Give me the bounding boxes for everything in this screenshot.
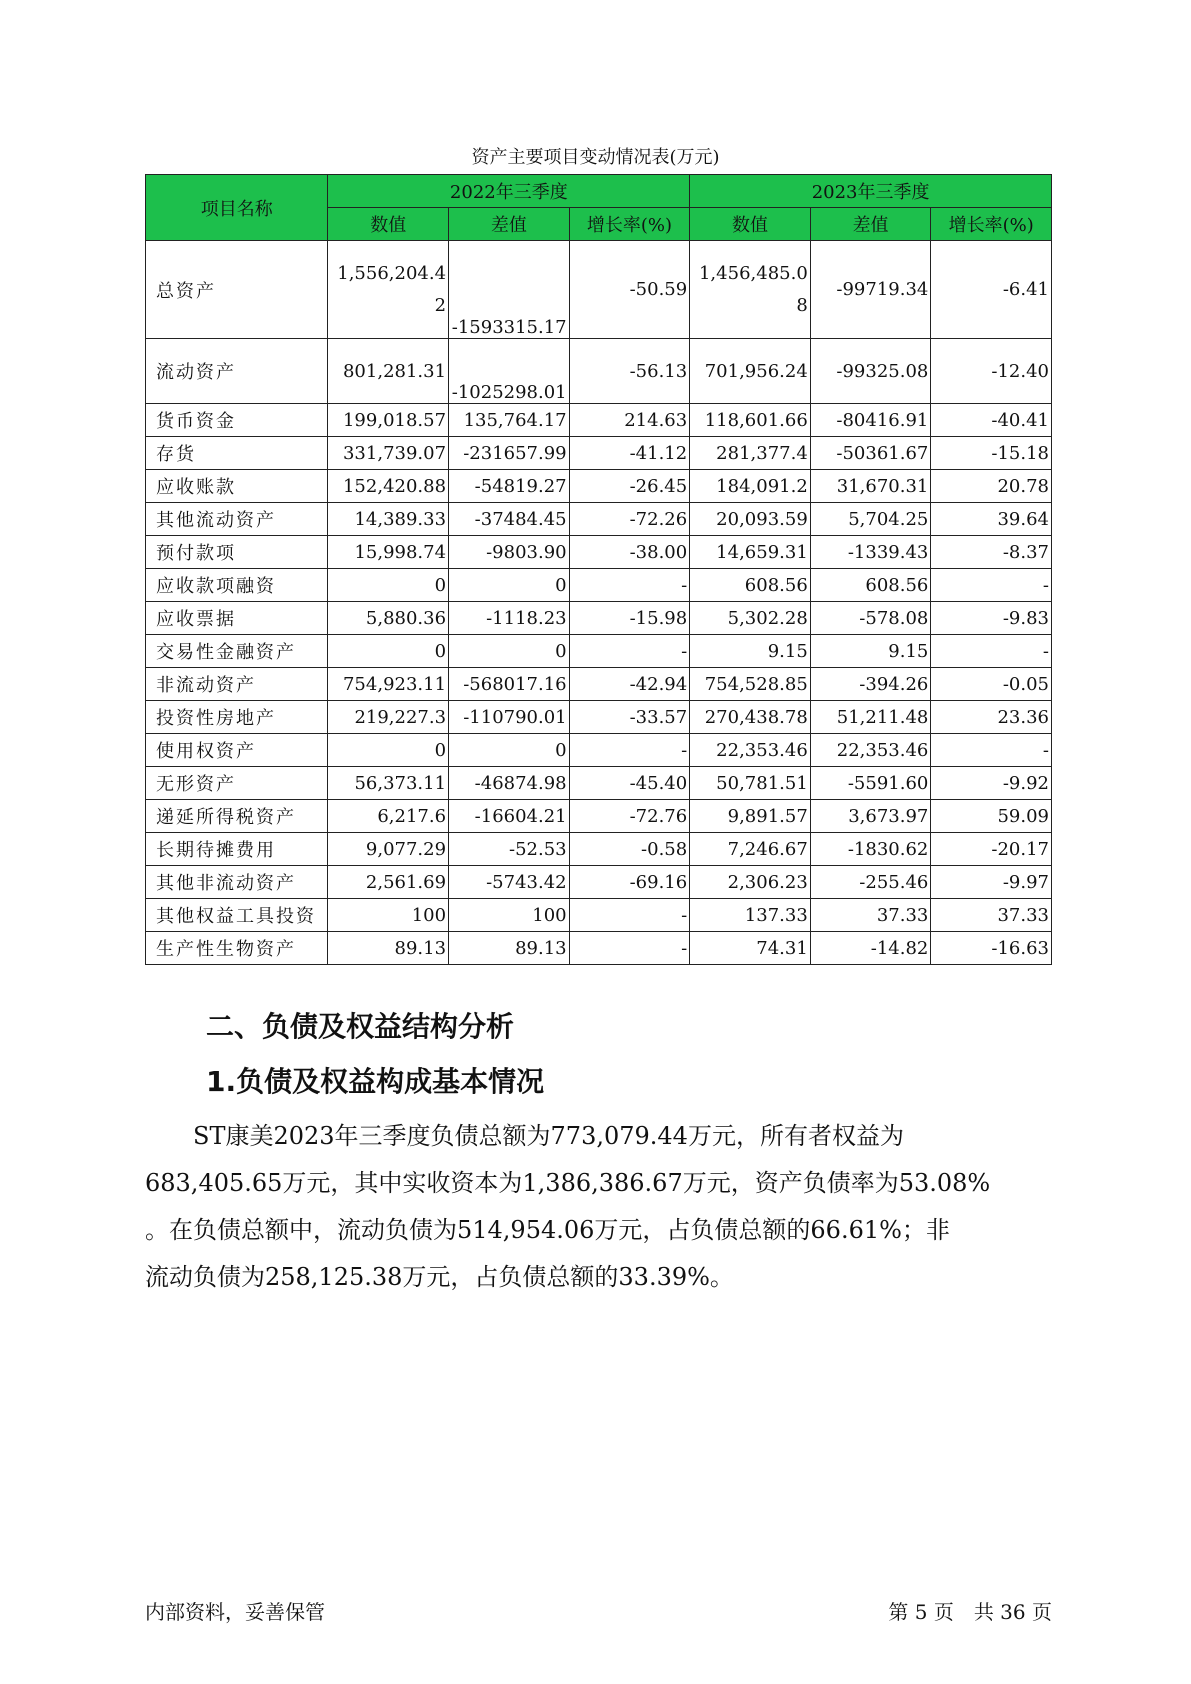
row-name: 交易性金融资产 (146, 635, 328, 668)
paragraph-line: 683,405.65万元，其中实收资本为1,386,386.67万元，资产负债率为53.08% (145, 1169, 991, 1197)
table-row (146, 536, 1052, 569)
table-row (146, 866, 1052, 899)
cell-diff-2023: -1339.43 (810, 536, 931, 569)
cell-diff-2022: -16604.21 (449, 800, 570, 833)
table-row (146, 767, 1052, 800)
cell-value-2022: 9,077.29 (328, 833, 449, 866)
cell-value-2023: 5,302.28 (690, 602, 811, 635)
cell-growth-2023: -9.97 (931, 866, 1052, 899)
cell-value-2023: 74.31 (690, 932, 811, 965)
cell-value-2022: 754,923.11 (328, 668, 449, 701)
cell-growth-2022: -42.94 (569, 668, 690, 701)
cell-growth-2023: 20.78 (931, 470, 1052, 503)
cell-diff-2022: -110790.01 (449, 701, 570, 734)
table-body (146, 241, 1052, 965)
cell-diff-2023: -1830.62 (810, 833, 931, 866)
cell-growth-2023: -6.41 (931, 241, 1052, 339)
row-name: 流动资产 (146, 339, 328, 404)
cell-growth-2023: - (931, 734, 1052, 767)
cell-diff-2022: -46874.98 (449, 767, 570, 800)
cell-value-2022: 6,217.6 (328, 800, 449, 833)
row-name: 其他权益工具投资 (146, 899, 328, 932)
cell-value-2023: 2,306.23 (690, 866, 811, 899)
cell-diff-2023: -5591.60 (810, 767, 931, 800)
cell-growth-2022: - (569, 734, 690, 767)
cell-diff-2023: 31,670.31 (810, 470, 931, 503)
cell-growth-2023: - (931, 635, 1052, 668)
cell-value-2023: 701,956.24 (690, 339, 811, 404)
cell-growth-2022: -15.98 (569, 602, 690, 635)
cell-diff-2023: -255.46 (810, 866, 931, 899)
cell-diff-2023: 22,353.46 (810, 734, 931, 767)
cell-value-2022: 801,281.31 (328, 339, 449, 404)
cell-diff-2022: -568017.16 (449, 668, 570, 701)
cell-diff-2022: -1118.23 (449, 602, 570, 635)
paragraph-line: 。在负债总额中，流动负债为514,954.06万元，占负债总额的66.61%；非 (145, 1216, 950, 1244)
cell-growth-2023: 23.36 (931, 701, 1052, 734)
cell-value-2022: 1,556,204.42 (328, 241, 449, 339)
cell-growth-2022: -0.58 (569, 833, 690, 866)
cell-value-2022: 219,227.3 (328, 701, 449, 734)
cell-value-2023: 754,528.85 (690, 668, 811, 701)
cell-value-2023: 22,353.46 (690, 734, 811, 767)
row-name: 递延所得税资产 (146, 800, 328, 833)
row-name: 存货 (146, 437, 328, 470)
cell-diff-2023: 608.56 (810, 569, 931, 602)
cell-value-2022: 15,998.74 (328, 536, 449, 569)
table-row (146, 800, 1052, 833)
cell-diff-2022: 100 (449, 899, 570, 932)
header-2023-q3: 2023年三季度 (690, 175, 1052, 208)
cell-growth-2022: -38.00 (569, 536, 690, 569)
paragraph-line: 流动负债为258,125.38万元，占负债总额的33.39%。 (145, 1263, 734, 1291)
cell-growth-2022: -69.16 (569, 866, 690, 899)
cell-diff-2023: -80416.91 (810, 404, 931, 437)
cell-diff-2022: 0 (449, 635, 570, 668)
header-diff-2023: 差值 (810, 208, 931, 241)
cell-value-2023: 7,246.67 (690, 833, 811, 866)
table-row (146, 241, 1052, 339)
cell-value-2023: 118,601.66 (690, 404, 811, 437)
cell-value-2022: 2,561.69 (328, 866, 449, 899)
cell-growth-2023: -16.63 (931, 932, 1052, 965)
cell-diff-2023: 5,704.25 (810, 503, 931, 536)
table-row (146, 569, 1052, 602)
cell-growth-2023: -40.41 (931, 404, 1052, 437)
cell-growth-2023: -20.17 (931, 833, 1052, 866)
cell-growth-2022: -26.45 (569, 470, 690, 503)
row-name: 预付款项 (146, 536, 328, 569)
cell-value-2023: 1,456,485.08 (690, 241, 811, 339)
table-row (146, 503, 1052, 536)
row-name: 投资性房地产 (146, 701, 328, 734)
cell-growth-2022: -45.40 (569, 767, 690, 800)
cell-value-2022: 5,880.36 (328, 602, 449, 635)
row-name: 使用权资产 (146, 734, 328, 767)
cell-growth-2022: -72.26 (569, 503, 690, 536)
cell-value-2022: 199,018.57 (328, 404, 449, 437)
cell-diff-2022: 135,764.17 (449, 404, 570, 437)
header-diff-2022: 差值 (449, 208, 570, 241)
cell-value-2022: 0 (328, 569, 449, 602)
cell-value-2022: 56,373.11 (328, 767, 449, 800)
footer-confidential-note: 内部资料，妥善保管 (145, 1600, 325, 1624)
cell-diff-2023: 3,673.97 (810, 800, 931, 833)
cell-value-2023: 270,438.78 (690, 701, 811, 734)
table-caption: 资产主要项目变动情况表(万元) (471, 147, 720, 168)
cell-diff-2022: 0 (449, 734, 570, 767)
cell-growth-2022: -41.12 (569, 437, 690, 470)
cell-diff-2023: 9.15 (810, 635, 931, 668)
cell-value-2022: 89.13 (328, 932, 449, 965)
cell-value-2023: 50,781.51 (690, 767, 811, 800)
section-heading: 二、负债及权益结构分析 (206, 1010, 515, 1043)
header-2022-q3: 2022年三季度 (328, 175, 690, 208)
cell-growth-2022: -72.76 (569, 800, 690, 833)
cell-growth-2023: -15.18 (931, 437, 1052, 470)
row-name: 其他非流动资产 (146, 866, 328, 899)
row-name: 应收款项融资 (146, 569, 328, 602)
cell-growth-2022: - (569, 899, 690, 932)
cell-growth-2022: - (569, 932, 690, 965)
header-value-2022: 数值 (328, 208, 449, 241)
cell-diff-2023: -99325.08 (810, 339, 931, 404)
cell-diff-2023: -578.08 (810, 602, 931, 635)
cell-value-2023: 281,377.4 (690, 437, 811, 470)
cell-growth-2022: -33.57 (569, 701, 690, 734)
cell-growth-2023: 39.64 (931, 503, 1052, 536)
cell-diff-2022: 0 (449, 569, 570, 602)
cell-value-2023: 608.56 (690, 569, 811, 602)
cell-value-2023: 14,659.31 (690, 536, 811, 569)
cell-diff-2022: -37484.45 (449, 503, 570, 536)
table-row (146, 734, 1052, 767)
header-growth-2022: 增长率(%) (569, 208, 690, 241)
table-row (146, 602, 1052, 635)
cell-value-2022: 100 (328, 899, 449, 932)
cell-diff-2023: -99719.34 (810, 241, 931, 339)
cell-diff-2023: -14.82 (810, 932, 931, 965)
table-row (146, 932, 1052, 965)
row-name: 货币资金 (146, 404, 328, 437)
footer-page-number: 第 5 页 共 36 页 (888, 1600, 1052, 1624)
cell-value-2022: 152,420.88 (328, 470, 449, 503)
cell-growth-2023: 37.33 (931, 899, 1052, 932)
paragraph-line: ST康美2023年三季度负债总额为773,079.44万元，所有者权益为 (145, 1122, 904, 1150)
cell-growth-2023: - (931, 569, 1052, 602)
table-row (146, 635, 1052, 668)
header-value-2023: 数值 (690, 208, 811, 241)
cell-growth-2022: -50.59 (569, 241, 690, 339)
sub-heading: 1.负债及权益构成基本情况 (206, 1065, 545, 1098)
cell-growth-2023: 59.09 (931, 800, 1052, 833)
header-item-name: 项目名称 (146, 175, 328, 241)
cell-value-2023: 20,093.59 (690, 503, 811, 536)
cell-growth-2022: - (569, 635, 690, 668)
cell-value-2022: 14,389.33 (328, 503, 449, 536)
cell-diff-2022: -52.53 (449, 833, 570, 866)
cell-value-2023: 9,891.57 (690, 800, 811, 833)
table-row (146, 701, 1052, 734)
row-name: 其他流动资产 (146, 503, 328, 536)
table-row (146, 339, 1052, 404)
cell-value-2022: 0 (328, 635, 449, 668)
cell-value-2023: 137.33 (690, 899, 811, 932)
cell-value-2023: 9.15 (690, 635, 811, 668)
cell-diff-2023: 51,211.48 (810, 701, 931, 734)
cell-diff-2023: 37.33 (810, 899, 931, 932)
table-row (146, 833, 1052, 866)
cell-growth-2022: - (569, 569, 690, 602)
cell-value-2022: 331,739.07 (328, 437, 449, 470)
cell-diff-2022: -9803.90 (449, 536, 570, 569)
row-name: 应收票据 (146, 602, 328, 635)
cell-diff-2022: -1593315.17 (449, 241, 570, 339)
cell-growth-2022: 214.63 (569, 404, 690, 437)
body-paragraph (145, 1113, 1055, 1301)
cell-diff-2022: -54819.27 (449, 470, 570, 503)
cell-diff-2023: -50361.67 (810, 437, 931, 470)
cell-diff-2022: -231657.99 (449, 437, 570, 470)
cell-diff-2022: -5743.42 (449, 866, 570, 899)
row-name: 无形资产 (146, 767, 328, 800)
cell-value-2022: 0 (328, 734, 449, 767)
table-row (146, 404, 1052, 437)
row-name: 应收账款 (146, 470, 328, 503)
row-name: 生产性生物资产 (146, 932, 328, 965)
table-row (146, 899, 1052, 932)
cell-growth-2022: -56.13 (569, 339, 690, 404)
asset-change-table (145, 174, 1052, 965)
cell-diff-2023: -394.26 (810, 668, 931, 701)
table-row (146, 470, 1052, 503)
table-row (146, 437, 1052, 470)
cell-growth-2023: -8.37 (931, 536, 1052, 569)
row-name: 总资产 (146, 241, 328, 339)
cell-growth-2023: -9.92 (931, 767, 1052, 800)
header-growth-2023: 增长率(%) (931, 208, 1052, 241)
cell-growth-2023: -9.83 (931, 602, 1052, 635)
row-name: 长期待摊费用 (146, 833, 328, 866)
cell-growth-2023: -0.05 (931, 668, 1052, 701)
table-row (146, 668, 1052, 701)
cell-value-2023: 184,091.2 (690, 470, 811, 503)
row-name: 非流动资产 (146, 668, 328, 701)
cell-diff-2022: -1025298.01 (449, 339, 570, 404)
cell-diff-2022: 89.13 (449, 932, 570, 965)
cell-growth-2023: -12.40 (931, 339, 1052, 404)
